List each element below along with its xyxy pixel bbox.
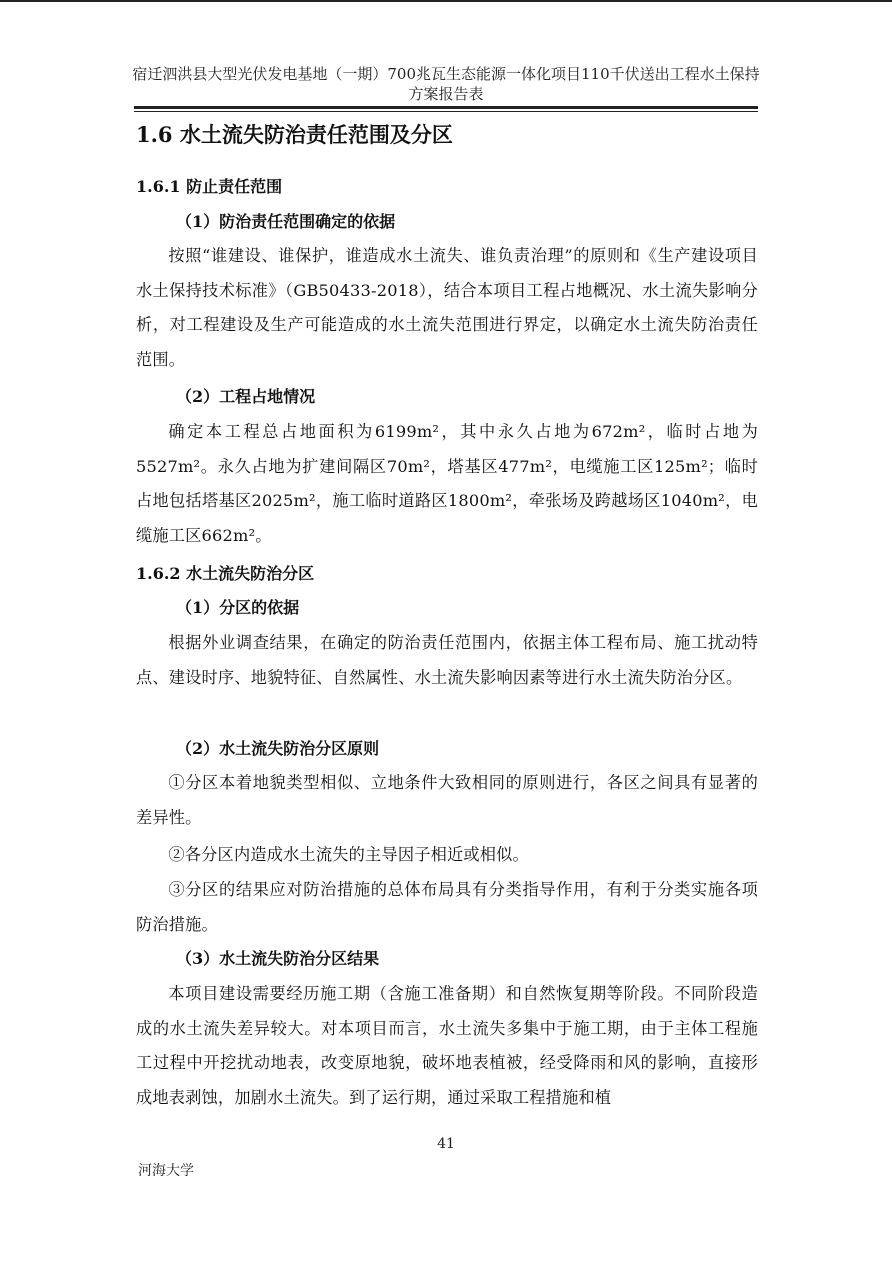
paragraph-basis: 按照“谁建设、谁保护，谁造成水土流失、谁负责治理”的原则和《生产建设项目水土保持技术标准》（GB50433-2018），结合本项目工程占地概况、水土流失影响分析，对工程建设及生产可能造成的水土流失范围进行界定，以确定水土流失防治责任范围。 [136, 246, 758, 369]
paragraph-principle-1: ①分区本着地貌类型相似、立地条件大致相同的原则进行，各区之间具有显著的差异性。 [136, 773, 758, 827]
paragraph-zoning-results: 本项目建设需要经历施工期（含施工准备期）和自然恢复期等阶段。不同阶段造成的水土流失差异较大。对本项目而言，水土流失多集中于施工期，由于主体工程施工过程中开挖扰动地表，改变原地貌，破坏地表植被，经受降雨和风的影响，直接形成地表剥蚀，加剧水土流失。到了运行期，通过采取工程措施和植 [136, 984, 758, 1107]
running-header: 宿迁泗洪县大型光伏发电基地（一期）700兆瓦生态能源一体化项目110千伏送出工程水土保持方案报告表 [132, 65, 760, 103]
paragraph-principle-3: ③分区的结果应对防治措施的总体布局具有分类指导作用，有利于分类实施各项防治措施。 [136, 880, 758, 934]
subsection-heading-1-6-1: 1.6.1 防止责任范围 [136, 177, 283, 196]
subsection-heading-1-6-2: 1.6.2 水土流失防治分区 [136, 564, 315, 583]
item-heading-zoning-results: （3）水土流失防治分区结果 [176, 949, 380, 968]
footer-organization: 河海大学 [138, 1163, 194, 1179]
paragraph-land-occupation: 确定本工程总占地面积为6199m²，其中永久占地为672m²，临时占地为5527m²。永久占地为扩建间隔区70m²，塔基区477m²，电缆施工区125m²；临时占地包括塔基区2025m²，施工临时道路区1800m²，牵张场及跨越场区1040m²，电缆施工区662m²。 [136, 422, 758, 545]
paragraph-zoning-basis: 根据外业调查结果，在确定的防治责任范围内，依据主体工程布局、施工扰动特点、建设时序、地貌特征、自然属性、水土流失影响因素等进行水土流失防治分区。 [136, 633, 758, 687]
page-top-border [0, 0, 892, 2]
item-heading-zoning-principles: （2）水土流失防治分区原则 [176, 739, 380, 758]
item-heading-basis: （1）防治责任范围确定的依据 [176, 212, 396, 231]
item-heading-land-occupation: （2）工程占地情况 [176, 387, 316, 406]
header-rule [134, 106, 758, 109]
header-rule-thin [134, 111, 758, 112]
page-number: 41 [437, 1136, 455, 1152]
item-heading-zoning-basis: （1）分区的依据 [176, 598, 300, 617]
section-heading: 1.6 水土流失防治责任范围及分区 [136, 122, 453, 147]
paragraph-principle-2: ②各分区内造成水土流失的主导因子相近或相似。 [168, 845, 529, 864]
